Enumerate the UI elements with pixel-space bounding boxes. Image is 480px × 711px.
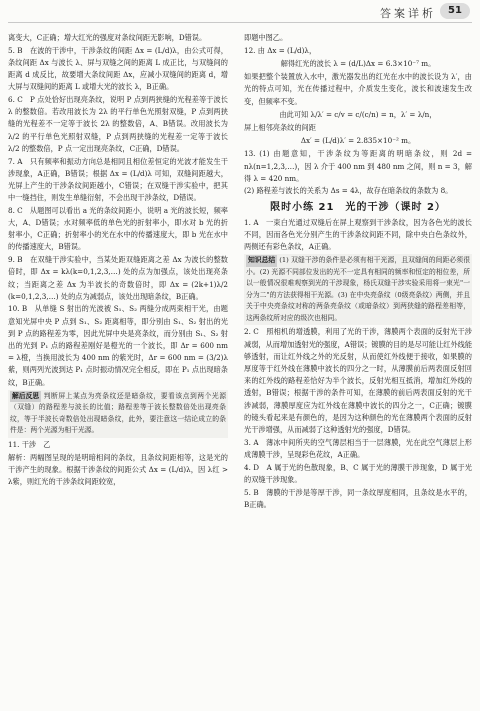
answer-paragraph: 10. B 从单缝 S 射出的光波被 S₁、S₂ 两缝分成两束相干光，由题意知光屏中央 P 点到 S₁、S₂ 距离相等，即分别由 S₁、S₂ 射出的光到 P 点的路程差为零，因此光屏中央是亮条纹，而分别由 S₁、S₂ 射出的光到 P₁ 点的路程差刚好是橙光的一个波长，即 Δr = 600 nm = λ橙，当换用波长为 400 nm 的紫光时，Δr = 600 nm = (3/2)λ紫，则两列光波到达 P₁ 点时振动情况完全相反，即在 P₁ 点出现暗条纹，B正确。 xyxy=(8,304,228,387)
answer-paragraph: 9. B 在双缝干涉实验中，当某处距双缝距离之差 Δx 为波长的整数倍时，即 Δx = kλ(k=0,1,2,3,…) 处的点为加强点，该处出现亮条纹；当距离之差 Δx 为半波长的奇数倍时，即 Δx = (2k+1)λ/2 (k=0,1,2,3,…) 处的点为减弱点，该处出现暗条纹，B正确。 xyxy=(8,255,228,301)
formula-line: Δx′ = (L/d)λ′ = 2.835×10⁻² m。 xyxy=(300,136,416,146)
answer-paragraph: 屏上相邻亮条纹的间距 xyxy=(244,122,316,132)
answer-paragraph: 13. (1) 由题意知，干涉条纹为等距离的明暗条纹，则 2d = nλ(n=1,2,3,…)，因 λ 介于 400 nm 到 480 nm 之间，则 n = 3，解得 λ = 420 nm。 xyxy=(244,149,472,183)
formula-line: 解得红光的波长 λ = (d/L)Δx = 6.3×10⁻⁷ m。 xyxy=(280,58,436,68)
note-text: (1) 双缝干涉的条件是必须有相干光源，且双缝间的间距必须很小。(2) 光源不同部位发出的光不一定具有相同的频率和恒定的相位差，所以一般情况很难观察到光的干涉现象，杨氏双缝干涉实验采用将一束光"一分为二"的方法获得相干光源。(3) 在中央亮条纹（0级亮条纹）两侧，并且关于中央亮条纹对称的两条亮条纹（或暗条纹）到两狭缝的路程差相等，这两条纹所对应的级次也相同。 xyxy=(246,256,470,322)
answer-paragraph: 11. 干涉 乙 xyxy=(8,439,51,449)
page-header xyxy=(0,0,480,28)
answer-paragraph: 1. A 一束白光通过双缝后在屏上观察到干涉条纹，因为各色光的波长不同，因而各色光分别产生的干涉条纹间距不同，除中央白色条纹外，两侧还有彩色条纹，A正确。 xyxy=(244,217,472,252)
note-tag: 解后反思 xyxy=(10,391,41,403)
header-title: 答案详析 xyxy=(380,7,436,20)
page-number-badge: 51 xyxy=(440,3,470,19)
answer-paragraph: 5. B 薄膜的干涉是等厚干涉，同一条纹厚度相同，且条纹是水平的，B正确。 xyxy=(244,487,472,509)
answer-paragraph: 3. A 薄冰中间所夹的空气薄层相当于一层薄膜，光在此空气薄层上形成薄膜干涉，呈现彩色花纹，A正确。 xyxy=(244,437,472,459)
answer-paragraph: 离变大，C正确；增大红光的强度对条纹间距无影响，D错误。 xyxy=(8,33,207,42)
right-column xyxy=(244,32,472,707)
answer-paragraph: 12. 由 Δx = (L/d)λ， xyxy=(244,45,317,55)
header-divider xyxy=(8,22,472,23)
answer-paragraph: 如果把整个装置放入水中，激光器发出的红光在水中的波长设为 λ′，由光的特点可知，光在传播过程中，介质发生变化，波长和波速发生改变，但频率不变。 xyxy=(244,72,472,106)
answer-paragraph: 7. A 只有频率和振动方向总是相同且相位差恒定的光波才能发生干涉现象，A正确，B错误；根据 Δx = (L/d)λ 可知，双缝间距越大，光屏上产生的干涉条纹间距越小，C错误；在双缝干涉实验中，把其中一缝挡住，则发生单缝衍射，不会出现干涉条纹，D错误。 xyxy=(8,156,228,203)
section-heading: 限时小练 21 光的干涉（课时 2） xyxy=(270,201,446,213)
answer-paragraph: 即题中图乙。 xyxy=(244,33,288,42)
note-text: 判断屏上某点为亮条纹还是暗条纹，要看该点到两个光源（双缝）的路程差与波长的比值；路程差等于波长整数倍处出现亮条纹，等于半波长奇数倍处出现暗条纹，此外，要注意这一结论成立的条件是：两个光源为相干光源。 xyxy=(10,391,226,435)
answer-paragraph: 2. C 照相机的增透膜，利用了光的干涉，薄膜两个表面的反射光干涉减弱，从而增加透射光的强度，A错误；镀膜的目的是尽可能让红外线能够透射，而让红外线之外的光反射，从而使红外线便于接收，如果膜的厚度等于红外线在薄膜中波长的四分之一时，从薄膜前后两表面反射回来的红外线的路程差恰好为半个波长，反射光相互抵消，增加红外线的透射，B错误；根据干涉的条件可知，在薄膜的前后两表面反射的光干涉减弱，薄膜厚度应为红外线在薄膜中波长的四分之一，C正确；镀膜的镜头看起来是有颜色的，是因为这种颜色的光在薄膜两个表面的反射光干涉增强，从而减弱了这种透射光的强度，D错误。 xyxy=(244,327,472,435)
note-box xyxy=(8,390,228,438)
answer-paragraph: 4. D A 属于光的色散现象，B、C 属于光的薄膜干涉现象，D 属于光的双缝干涉现象。 xyxy=(244,462,472,484)
answer-paragraph: 6. C P 点处恰好出现亮条纹，说明 P 点到两狭缝的光程差等于波长 λ 的整数倍。若改用波长为 2λ 的平行单色光照射双缝，P 点到两狭缝的光程差不一定等于波长 2λ 的整数倍，A、B错误。改用波长为 λ/2 的平行单色光照射双缝，P 点到两狭缝的光程差一定等于波长 λ/2 的整数倍，P 点一定出现亮条纹，C正确，D错误。 xyxy=(8,95,228,153)
left-column xyxy=(8,32,228,707)
answer-paragraph: (2) 路程差与波长的关系为 Δs = 4λ，故存在暗条纹的条数为 8。 xyxy=(244,186,453,196)
answer-paragraph: 8. C 从题图可以看出 a 光的条纹间距小，说明 a 光的波长短，频率大，A、D错误；水对频率低的单色光的折射率小，即水对 b 光的折射率小，C正确；折射率小的光在水中的传播速度大，即 b 光在水中的传播速度大，B错误。 xyxy=(8,205,228,252)
answer-paragraph: 解析：两幅图呈现的是明暗相间的条纹，且条纹间距相等，这是光的干涉产生的现象。根据干涉条纹的间距公式 Δx = (L/d)λ，因 λ红 > λ紫，则红光的干涉条纹间距较宽， xyxy=(8,452,228,486)
note-box xyxy=(244,254,472,325)
formula-line: 由此可知 λ/λ′ = c/v = c/(c/n) = n，λ′ = λ/n， xyxy=(279,109,437,119)
note-tag: 知识总结 xyxy=(246,255,277,267)
answer-paragraph: 5. B 在波的干涉中，干涉条纹的间距 Δx = (L/d)λ，由公式可得，条纹间距 Δx 与波长 λ、屏与双缝之间的距离 L 成正比，与双缝间的距离 d 成反比，故要增大条纹间距 Δx，应减小双缝间的距离 d，增大屏与双缝间的距离 L 或增大光的波长 λ，B正确。 xyxy=(8,45,228,92)
